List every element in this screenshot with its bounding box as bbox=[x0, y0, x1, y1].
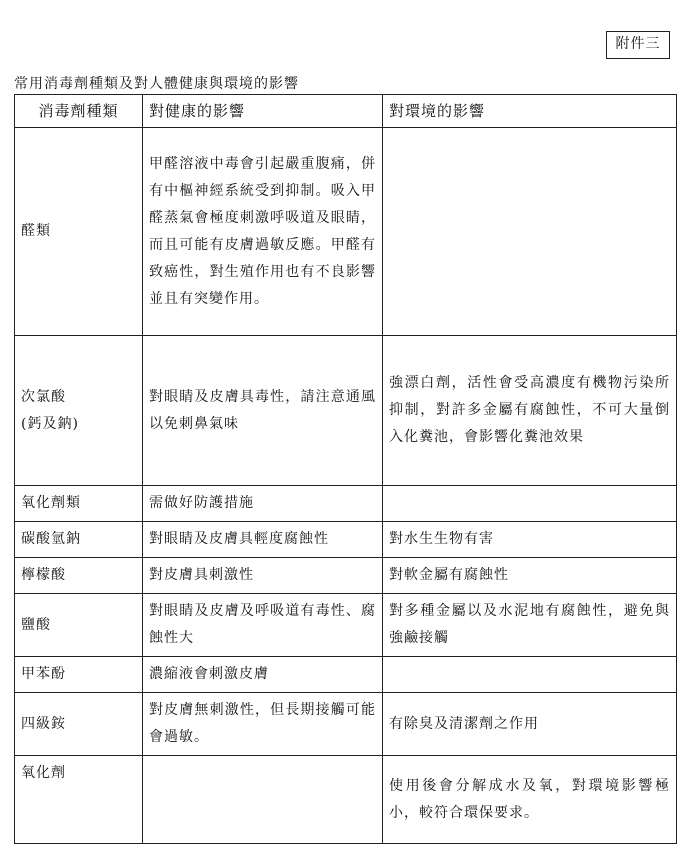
row-env: 強漂白劑，活性會受高濃度有機物污染所抑制，對許多金屬有腐蝕性，不可大量倒入化糞池，會影響化糞池效果 bbox=[383, 336, 677, 486]
row-health: 對皮膚具刺激性 bbox=[143, 558, 383, 594]
table-row bbox=[15, 522, 677, 558]
disinfectant-table bbox=[14, 94, 677, 844]
row-health: 濃縮液會刺激皮膚 bbox=[143, 657, 383, 693]
row-health: 需做好防護措施 bbox=[143, 486, 383, 522]
row-env bbox=[383, 486, 677, 522]
table-row bbox=[15, 558, 677, 594]
attachment-label: 附件三 bbox=[606, 31, 670, 59]
document-title: 常用消毒劑種類及對人體健康與環境的影響 bbox=[14, 76, 299, 92]
row-type: 氧化劑 bbox=[15, 756, 143, 844]
row-env: 對軟金屬有腐蝕性 bbox=[383, 558, 677, 594]
row-type: 氧化劑類 bbox=[15, 486, 143, 522]
header-type: 消毒劑種類 bbox=[15, 95, 143, 128]
row-type: 次氯酸 (鈣及鈉) bbox=[15, 336, 143, 486]
row-env: 對水生生物有害 bbox=[383, 522, 677, 558]
table-row bbox=[15, 693, 677, 756]
table-row bbox=[15, 657, 677, 693]
table-header-row bbox=[15, 95, 677, 128]
table-row bbox=[15, 128, 677, 336]
row-env: 對多種金屬以及水泥地有腐蝕性，避免與強鹼接觸 bbox=[383, 594, 677, 657]
row-env bbox=[383, 128, 677, 336]
row-env: 使用後會分解成水及氧，對環境影響極小，較符合環保要求。 bbox=[383, 756, 677, 844]
row-env bbox=[383, 657, 677, 693]
row-type: 醛類 bbox=[15, 128, 143, 336]
row-type: 碳酸氫鈉 bbox=[15, 522, 143, 558]
row-type: 鹽酸 bbox=[15, 594, 143, 657]
row-env: 有除臭及清潔劑之作用 bbox=[383, 693, 677, 756]
table-row bbox=[15, 336, 677, 486]
header-health: 對健康的影響 bbox=[143, 95, 383, 128]
row-health bbox=[143, 756, 383, 844]
row-health: 對皮膚無刺激性，但長期接觸可能會過敏。 bbox=[143, 693, 383, 756]
row-type: 四級銨 bbox=[15, 693, 143, 756]
row-health: 對眼睛及皮膚具毒性，請注意通風以免刺鼻氣味 bbox=[143, 336, 383, 486]
row-health: 對眼睛及皮膚及呼吸道有毒性、腐蝕性大 bbox=[143, 594, 383, 657]
table-row bbox=[15, 486, 677, 522]
row-health: 對眼睛及皮膚具輕度腐蝕性 bbox=[143, 522, 383, 558]
header-env: 對環境的影響 bbox=[383, 95, 677, 128]
row-health: 甲醛溶液中毒會引起嚴重腹痛，併有中樞神經系統受到抑制。吸入甲醛蒸氣會極度刺激呼吸道及眼睛，而且可能有皮膚過敏反應。甲醛有致癌性，對生殖作用也有不良影響並且有突變作用。 bbox=[143, 128, 383, 336]
table-row bbox=[15, 594, 677, 657]
table-row bbox=[15, 756, 677, 844]
row-type: 檸檬酸 bbox=[15, 558, 143, 594]
row-type: 甲苯酚 bbox=[15, 657, 143, 693]
